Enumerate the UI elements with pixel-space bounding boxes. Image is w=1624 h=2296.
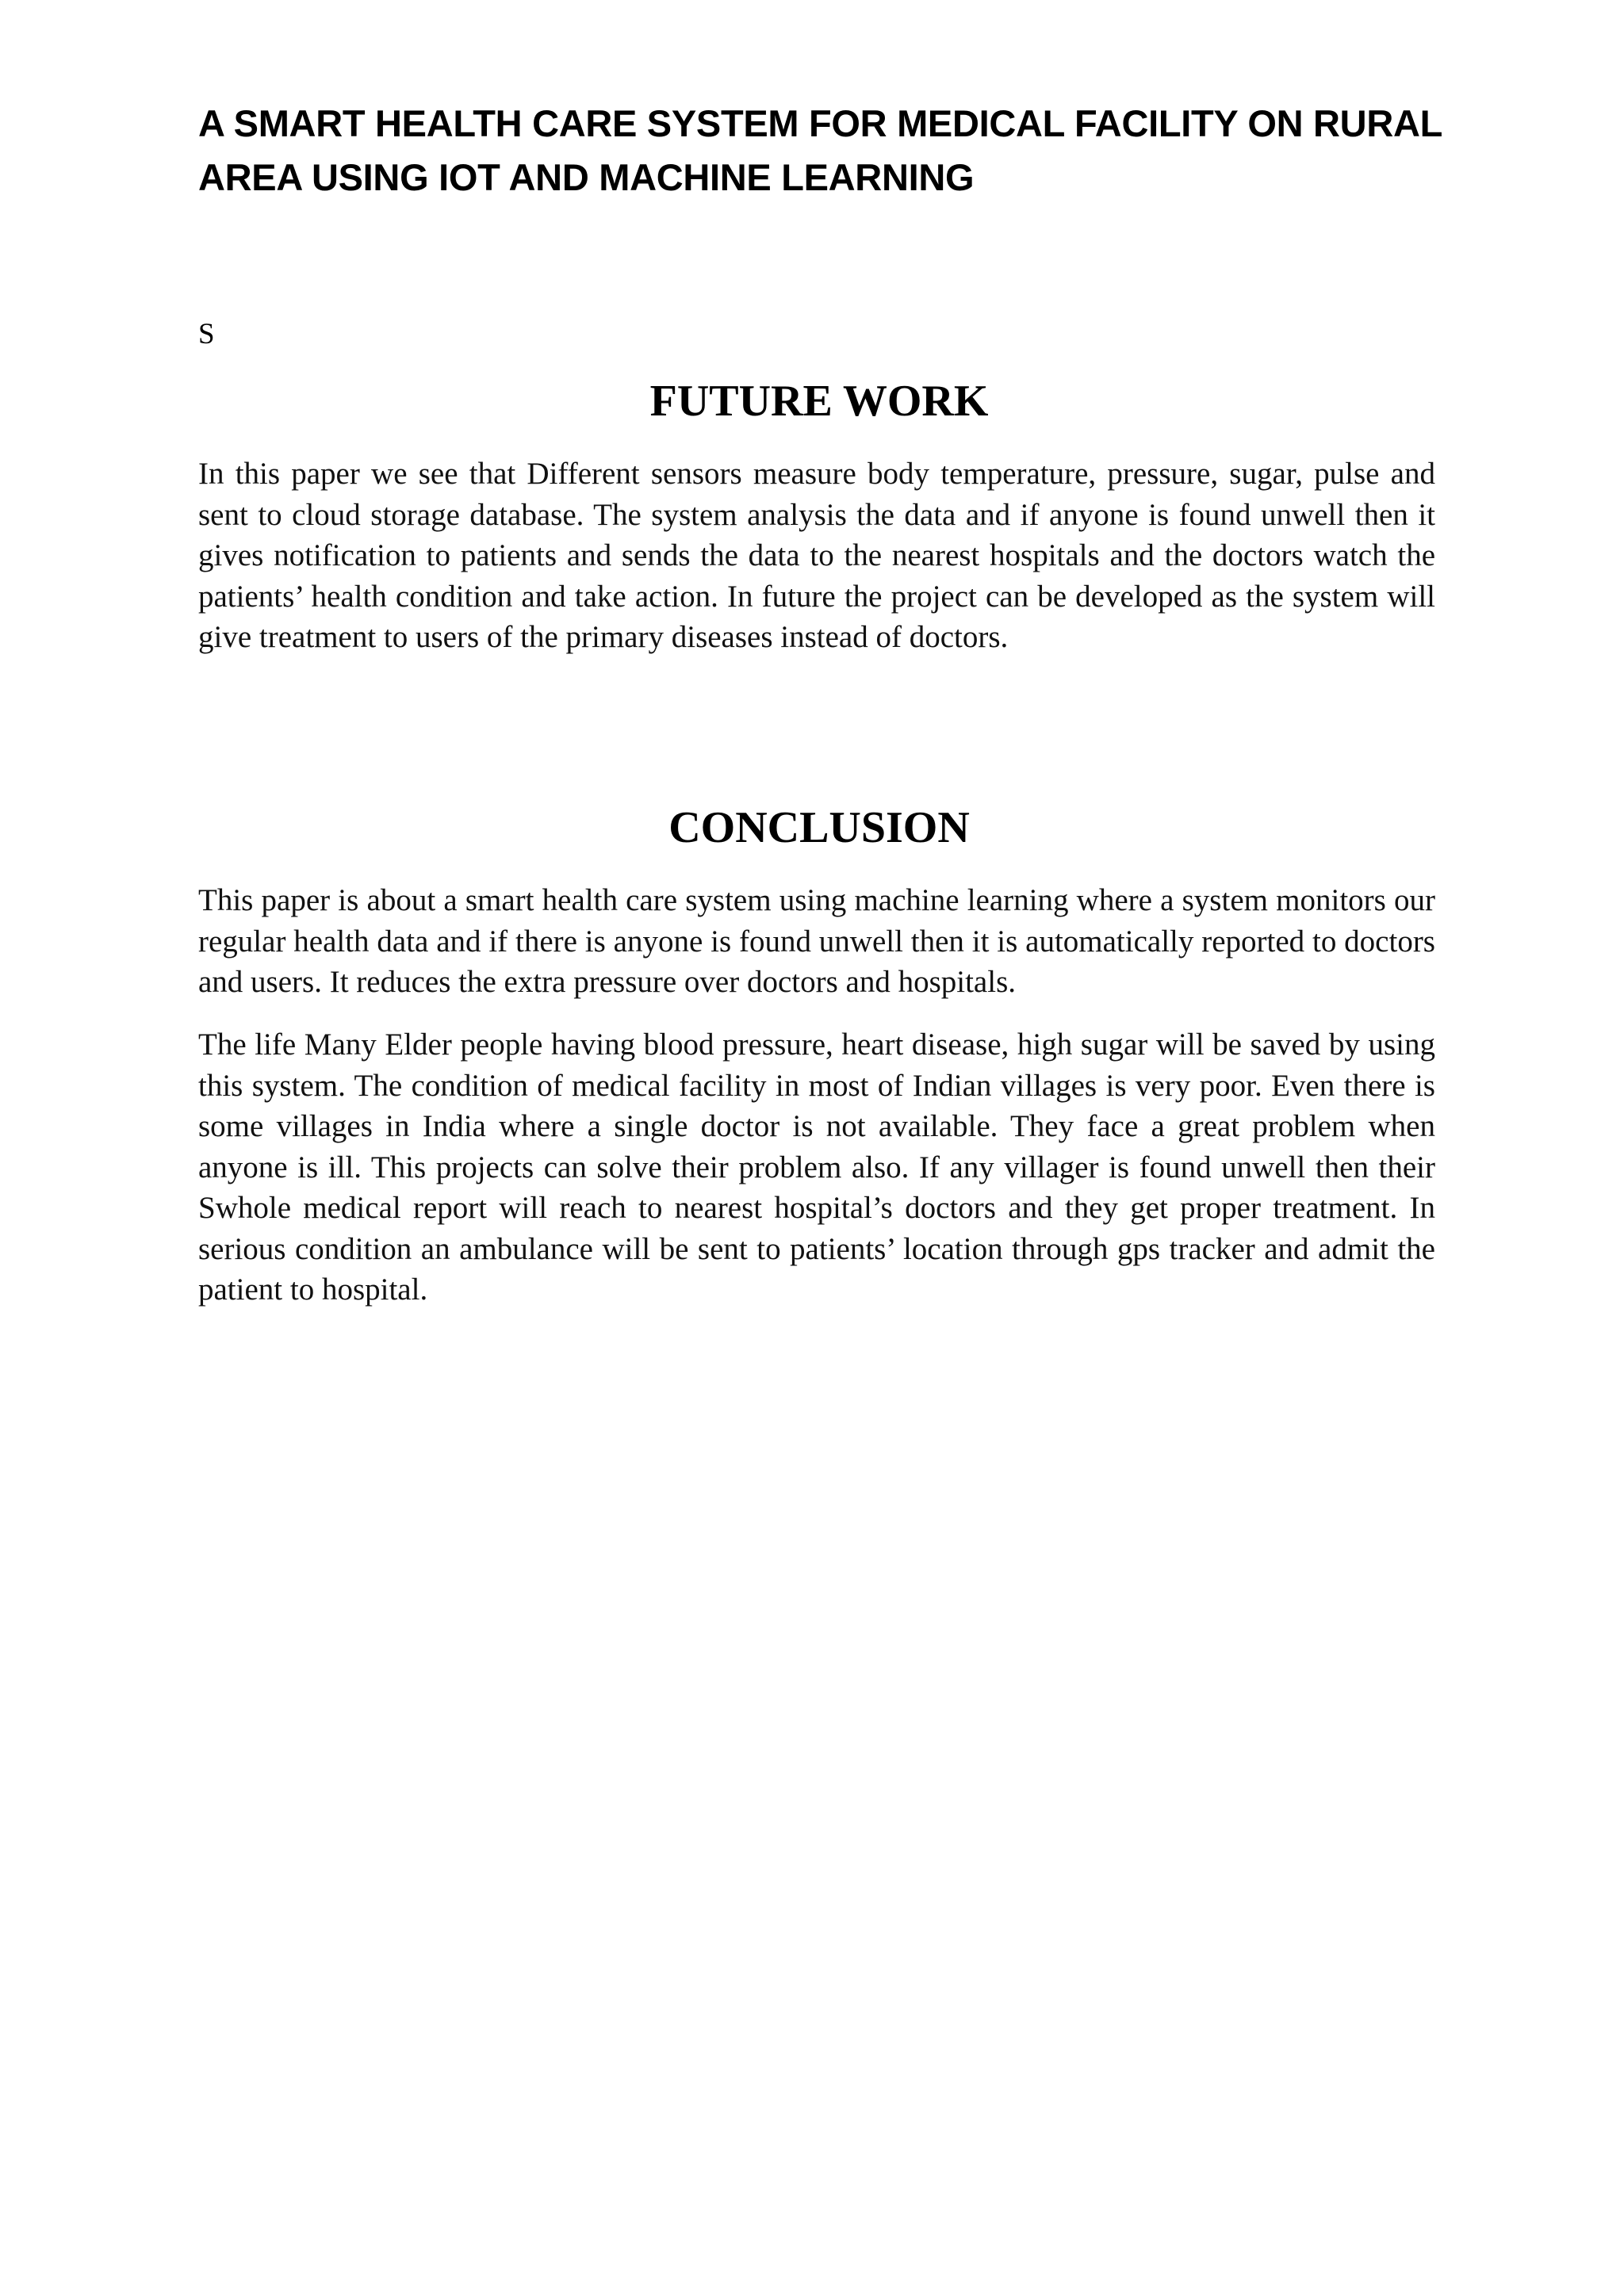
future-work-paragraph: In this paper we see that Different sensors measure body temperature, pressure, sugar, pulse and sent to cloud storage database. The system analysis the data and if anyone is found unwell then it gives notification to patients and sends the data to the nearest hospitals and the doctors watch the patients’ health condition and take action. In future the project can be developed as the system will give treatment to users of the primary diseases instead of doctors. <box>198 457 1435 654</box>
paper-title: A SMART HEALTH CARE SYSTEM FOR MEDICAL FACILITY ON RURAL AREA USING IOT AND MACHINE LEARNING <box>198 102 1442 198</box>
stray-text: S <box>198 318 215 350</box>
conclusion-paragraph: This paper is about a smart health care system using machine learning where a system monitors our regular health data and if there is anyone is found unwell then it is automatically reported to doctors and users. It reduces the extra pressure over doctors and hospitals. <box>198 883 1435 999</box>
conclusion-paragraph: The life Many Elder people having blood pressure, heart disease, high sugar will be saved by using this system. The condition of medical facility in most of Indian villages is very poor. Even there is some villages in India where a single doctor is not available. They face a great problem when anyone is ill. This projects can solve their problem also. If any villager is found unwell then their Swhole medical report will reach to nearest hospital’s doctors and they get proper treatment. In serious condition an ambulance will be sent to patients’ location through gps tracker and admit the patient to hospital. <box>198 1027 1435 1307</box>
future-work-heading: FUTURE WORK <box>649 377 989 426</box>
conclusion-heading: CONCLUSION <box>668 803 970 852</box>
